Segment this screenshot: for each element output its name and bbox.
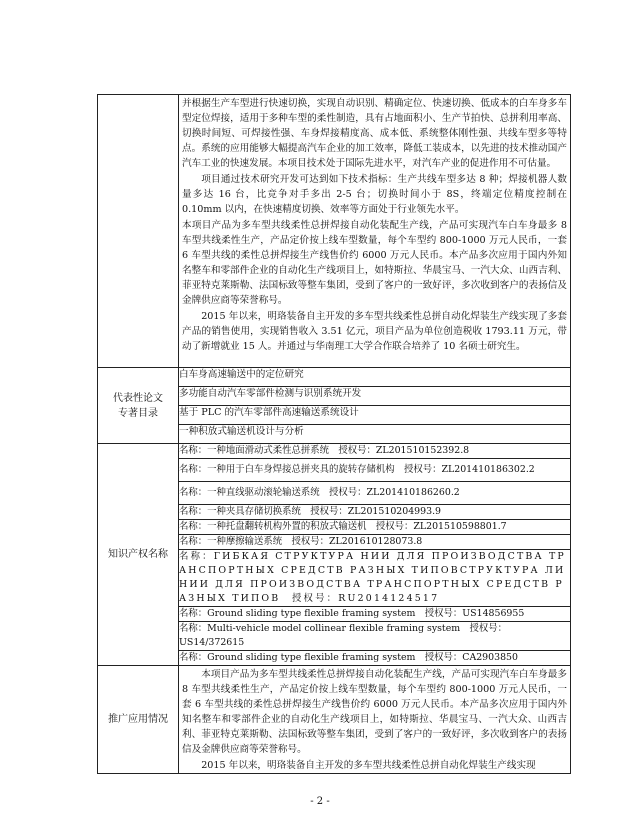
ip-row: [98, 444, 571, 459]
paper-item: 基于 PLC 的汽车零部件高速输送系统设计: [179, 406, 571, 425]
intro-paragraph-2: 项目通过技术研究开发可达到如下技术指标：生产共线车型多达 8 种；焊接机器人数量多达 16 台，比竞争对手多出 2-5 台；切换时间小于 8S，终端定位精度控制在 0.10mm 以内，在快速精度切换、效率等方面处于行业领先水平。: [182, 174, 567, 215]
ip-item-russian: 名称：ГИБКАЯ СТРУКТУРА НИИ ДЛЯ ПРОИЗВОДСТВА ТРАНСПОРТНЫХ СРЕДСТВ РАЗНЫХ ТИПОВСТРУКТУРА ЛИНИИ ДЛЯ ПРОИЗВОДСТВА ТРАНСПОРТНЫХ СРЕДСТВ РАЗНЫХ ТИПОВ 授权号：RU2014124517: [179, 550, 571, 607]
papers-label-line-1: 代表性论文: [113, 392, 163, 404]
promo-paragraph-2: 2015 年以来，明珞装备自主开发的多车型共线柔性总拼自动化焊装生产线实现: [201, 760, 536, 771]
ip-item: 名称：一种地面滑动式柔性总拼系统 授权号：ZL201510152392.8: [179, 444, 571, 459]
promo-paragraph-1: 本项目产品为多车型共线柔性总拼焊接自动化装配生产线，产品可实现汽车白车身最多 8 车型共线柔性生产，产品定价按上线车型数量，每个车型约 800-1000 万元人民币，一套 6 车型共线的柔性总拼焊接生产线售价约 6000 万元人民币。本产品多次应用于国内外知名整车和零部件企业的自动化生产线项目上，如特斯拉、华晨宝马、一汽大众、山西吉利、菲亚特克莱斯勒、法国标致等整车集团，受到了客户的一致好评，多次收到客户的表扬信及金牌供应商等荣誉称号。: [182, 669, 567, 755]
intro-label-cell: [98, 95, 179, 368]
intro-paragraph-3: 本项目产品为多车型共线柔性总拼焊接自动化装配生产线，产品可实现汽车白车身最多 8 车型共线柔性生产，产品定价按上线车型数量，每个车型约 800-1000 万元人民币，一套 6 车型共线的柔性总拼焊接生产线售价约 6000 万元人民币。本产品多次应用于国内外知名整车和零部件企业的自动化生产线项目上，如特斯拉、华晨宝马、一汽大众、山西吉利、菲亚特克莱斯勒、法国标致等整车集团，受到了客户的一致好评，多次收到客户的表扬信及金牌供应商等荣誉称号。: [182, 220, 567, 306]
papers-label-cell: [98, 368, 179, 444]
ip-item: 名称：Ground sliding type flexible framing system 授权号：US14856955: [179, 607, 571, 622]
ip-item: 名称：Ground sliding type flexible framing system 授权号：CA2903850: [179, 651, 571, 666]
ip-item: 名称：一种直线驱动滚轮输送系统 授权号：ZL201410186260.2: [179, 482, 571, 505]
promo-label-cell: 推广应用情况: [98, 666, 179, 774]
intro-row: [98, 95, 571, 368]
paper-item: 一种积放式输送机设计与分析: [179, 425, 571, 444]
ip-item: 名称：一种摩擦输送系统 授权号：ZL201610128073.8: [179, 535, 571, 550]
page-number: - 2 -: [310, 796, 330, 807]
intro-paragraph-1: 并根据生产车型进行快速切换，实现自动识别、精确定位、快速切换、低成本的白车身多车型定位焊接，适用于多种车型的柔性制造，具有占地面积小、生产节拍快、总拼利用率高、切换时间短、可焊接性强、车身焊接精度高、成本低、系统整体刚性强、共线车型多等特点。系统的应用能够大幅提高汽车企业的加工效率，降低工装成本，以先进的技术推动国产汽车工业的快速发展。本项目技术处于国际先进水平，对汽车产业的促进作用不可估量。: [182, 98, 567, 169]
paper-item: 多功能自动汽车零部件检测与识别系统开发: [179, 387, 571, 406]
ip-item: 名称：一种托盘翻转机构外置的积放式输送机 授权号：ZL201510598801.7: [179, 520, 571, 535]
intro-paragraph-4: 2015 年以来，明珞装备自主开发的多车型共线柔性总拼自动化焊装生产线实现了多套产品的销售使用，实现销售收入 3.51 亿元，项目产品为单位创造税收 1793.11 万元，带动了新增就业 15 人。并通过与华南理工大学合作联合培养了 10 名硕士研究生。: [182, 311, 567, 352]
intro-content-cell: [179, 95, 571, 368]
report-table: [97, 94, 571, 774]
promo-row: [98, 666, 571, 774]
promo-content-cell: [179, 666, 571, 774]
ip-item: 名称：一种用于白车身焊接总拼夹具的旋转存储机构 授权号：ZL201410186302.2: [179, 459, 571, 482]
ip-item: 名称：Multi-vehicle model collinear flexible framing system 授权号：US14/372615: [179, 622, 571, 651]
papers-label-line-2: 专著目录: [118, 407, 158, 419]
ip-item: 名称：一种夹具存储切换系统 授权号：ZL201510204993.9: [179, 505, 571, 520]
paper-row: [98, 368, 571, 387]
ip-label-cell: 知识产权名称: [98, 444, 179, 666]
paper-item: 白车身高速输送中的定位研究: [179, 368, 571, 387]
